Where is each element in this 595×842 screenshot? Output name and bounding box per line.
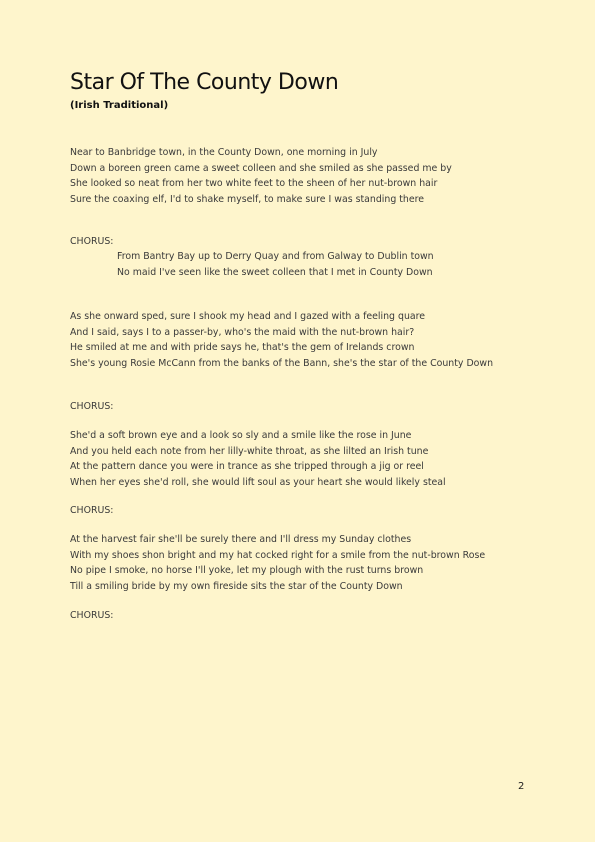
- verse-line: With my shoes shon bright and my hat cocked right for a smile from the nut-brown Rose: [70, 549, 486, 561]
- verse-line: She looked so neat from her two white feet to the sheen of her nut-brown hair: [70, 178, 438, 189]
- verse-line: She'd a soft brown eye and a look so sly and a smile like the rose in June: [70, 430, 412, 441]
- verse-line: And you held each note from her lilly-white throat, as she lilted an Irish tune: [70, 445, 429, 457]
- verse-3: [70, 428, 530, 490]
- chorus-label: CHORUS:: [70, 236, 114, 247]
- chorus-label: CHORUS:: [70, 505, 114, 516]
- verse-line: At the pattern dance you were in trance as she tripped through a jig or reel: [70, 461, 424, 472]
- verse-line: She's young Rosie McCann from the banks of the Bann, she's the star of the County Down: [70, 357, 494, 369]
- chorus-label-2: [70, 399, 530, 415]
- chorus-label: CHORUS:: [70, 610, 114, 621]
- song-title: Star Of The County Down: [70, 70, 339, 95]
- chorus-text: [117, 249, 434, 280]
- verse-line: At the harvest fair she'll be surely there and I'll dress my Sunday clothes: [70, 534, 412, 545]
- chorus-line: From Bantry Bay up to Derry Quay and from Galway to Dublin town: [117, 251, 434, 262]
- verse-line: As she onward sped, sure I shook my head and I gazed with a feeling quare: [70, 311, 426, 322]
- verse-line: When her eyes she'd roll, she would lift soul as your heart she would likely steal: [70, 476, 446, 488]
- verse-line: No pipe I smoke, no horse I'll yoke, let my plough with the rust turns brown: [70, 565, 424, 576]
- verse-line: And I said, says I to a passer-by, who's the maid with the nut-brown hair?: [70, 326, 415, 338]
- song-subtitle: (Irish Traditional): [70, 100, 169, 111]
- verse-line: Down a boreen green came a sweet colleen and she smiled as she passed me by: [70, 162, 452, 174]
- chorus-line: No maid I've seen like the sweet colleen that I met in County Down: [117, 266, 433, 278]
- verse-line: Till a smiling bride by my own fireside sits the star of the County Down: [70, 580, 403, 592]
- verse-line: He smiled at me and with pride says he, that's the gem of Irelands crown: [70, 342, 415, 353]
- chorus-label-3: [70, 503, 530, 519]
- verse-line: Near to Banbridge town, in the County Down, one morning in July: [70, 147, 378, 158]
- page-number: 2: [518, 781, 525, 792]
- chorus-label-1: [70, 234, 530, 250]
- verse-line: Sure the coaxing elf, I'd to shake myself, to make sure I was standing there: [70, 193, 425, 205]
- chorus-label: CHORUS:: [70, 401, 114, 412]
- verse-1: [70, 145, 530, 207]
- verse-2: [70, 309, 530, 371]
- chorus-label-4: [70, 608, 530, 624]
- verse-4: [70, 532, 530, 594]
